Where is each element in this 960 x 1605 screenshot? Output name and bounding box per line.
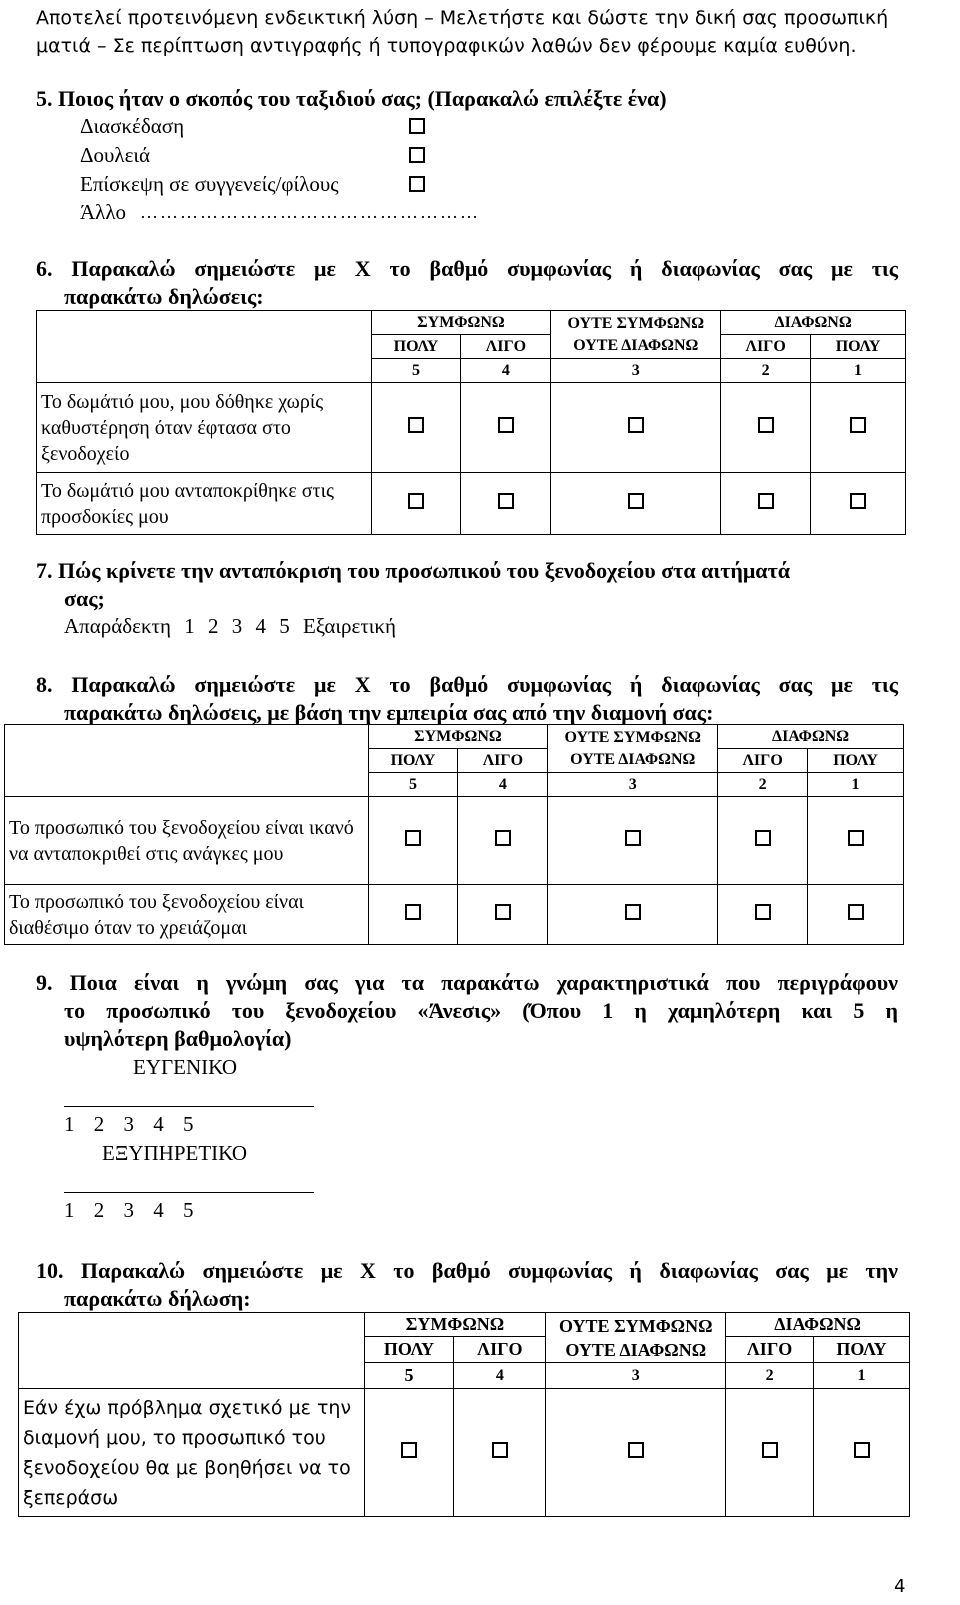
rating-checkbox[interactable] [408, 417, 424, 433]
q9-trait-label: ΕΥΓΕΝΙΚΟ [133, 1055, 238, 1079]
q9-title-line-3: υψηλότερη βαθμολογία) [64, 1026, 292, 1051]
q8-table [4, 724, 904, 945]
table-corner [19, 1313, 365, 1389]
header-much: ΠΟΛΥ [364, 1337, 454, 1363]
table-corner [5, 725, 369, 797]
score-2: 2 [721, 359, 811, 383]
q5-option-checkbox[interactable] [409, 176, 425, 192]
q10-table [18, 1312, 910, 1517]
rating-checkbox[interactable] [848, 904, 864, 920]
header-much: ΠΟΛΥ [814, 1337, 910, 1363]
q5-option-label: Άλλο [80, 200, 127, 224]
header-disagree: ΔΙΑΦΩΝΩ [726, 1313, 910, 1337]
header-neutral [546, 1313, 726, 1363]
disclaimer-line-1: Αποτελεί προτεινόμενη ενδεικτική λύση – Μελετήστε και δώστε την δική σας προσωπική [36, 7, 889, 29]
rating-checkbox[interactable] [498, 493, 514, 509]
q9-title-line-2: το προσωπικό του ξενοδοχείου «Άνεσις» (Όπου 1 η χαμηλότερη και 5 η [64, 998, 898, 1023]
score-5: 5 [368, 773, 458, 797]
header-agree: ΣΥΜΦΩΝΩ [371, 311, 551, 335]
q5-title: 5. Ποιος ήταν ο σκοπός του ταξιδιού σας; (Παρακαλώ επιλέξτε ένα) [36, 86, 667, 111]
header-neutral-line-2: ΟΥΤΕ ΔΙΑΦΩΝΩ [565, 1339, 707, 1360]
rating-checkbox[interactable] [628, 417, 644, 433]
q5-other-field[interactable]: …………………………………………… [140, 202, 480, 222]
header-neutral [551, 311, 721, 359]
header-much: ΠΟΛΥ [811, 335, 906, 359]
q9-trait-label: ΕΞΥΠΗΡΕΤΙΚΟ [102, 1141, 248, 1165]
header-neutral-line-1: ΟΥΤΕ ΣΥΜΦΩΝΩ [558, 1315, 713, 1336]
rating-checkbox[interactable] [401, 1442, 417, 1458]
score-5: 5 [371, 359, 461, 383]
score-2: 2 [726, 1363, 814, 1389]
statement-text: Το δωμάτιό μου ανταποκρίθηκε στις προσδοκίες μου [37, 473, 372, 535]
disclaimer-line-2: ματιά – Σε περίπτωση αντιγραφής ή τυπογραφικών λαθών δεν φέρουμε καμία ευθύνη. [36, 35, 857, 57]
rating-checkbox[interactable] [850, 417, 866, 433]
header-much: ΠΟΛΥ [368, 749, 458, 773]
score-2: 2 [718, 773, 808, 797]
q8-title-line-2: παρακάτω δηλώσεις, με βάση την εμπειρία σας από την διαμονή σας: [64, 700, 714, 725]
score-5: 5 [364, 1363, 454, 1389]
rating-checkbox[interactable] [850, 493, 866, 509]
q7-rating-scale[interactable]: Απαράδεκτη 1 2 3 4 5 Εξαιρετική [64, 614, 396, 638]
rating-checkbox[interactable] [628, 1442, 644, 1458]
score-3: 3 [551, 359, 721, 383]
score-1: 1 [811, 359, 906, 383]
header-much: ΠΟΛΥ [371, 335, 461, 359]
header-neutral-line-1: ΟΥΤΕ ΣΥΜΦΩΝΩ [567, 314, 705, 332]
score-4: 4 [458, 773, 548, 797]
q10-title-line-2: παρακάτω δήλωση: [64, 1286, 251, 1311]
header-little: ΛΙΓΟ [721, 335, 811, 359]
rating-checkbox[interactable] [762, 1442, 778, 1458]
score-1: 1 [814, 1363, 910, 1389]
statement-text: Εάν έχω πρόβλημα σχετικό με την διαμονή μου, το προσωπικό του ξενοδοχείου θα με βοηθήσει να το ξεπεράσω [19, 1389, 365, 1517]
header-little: ΛΙΓΟ [454, 1337, 546, 1363]
q6-title-line-2: παρακάτω δηλώσεις: [64, 284, 264, 309]
q5-option-label: Δουλειά [80, 143, 151, 167]
rating-checkbox[interactable] [755, 904, 771, 920]
header-neutral-line-2: ΟΥΤΕ ΔΙΑΦΩΝΩ [573, 336, 699, 354]
rating-checkbox[interactable] [408, 493, 424, 509]
header-disagree: ΔΙΑΦΩΝΩ [718, 725, 904, 749]
q10-title-line-1: 10. Παρακαλώ σημειώστε με Χ το βαθμό συμφωνίας ή διαφωνίας σας με την [36, 1258, 898, 1283]
statement-text: Το προσωπικό του ξενοδοχείου είναι ικανό να ανταποκριθεί στις ανάγκες μου [5, 797, 369, 885]
q7-title-line-2: σας; [64, 586, 105, 611]
table-corner [37, 311, 372, 383]
header-much: ΠΟΛΥ [808, 749, 904, 773]
header-agree: ΣΥΜΦΩΝΩ [364, 1313, 546, 1337]
statement-text: Το προσωπικό του ξενοδοχείου είναι διαθέσιμο όταν το χρειάζομαι [5, 885, 369, 945]
header-little: ΛΙΓΟ [458, 749, 548, 773]
rating-checkbox[interactable] [755, 830, 771, 846]
rating-checkbox[interactable] [848, 830, 864, 846]
rating-checkbox[interactable] [628, 493, 644, 509]
header-disagree: ΔΙΑΦΩΝΩ [721, 311, 906, 335]
rating-checkbox[interactable] [492, 1442, 508, 1458]
rating-checkbox[interactable] [498, 417, 514, 433]
header-little: ΛΙΓΟ [726, 1337, 814, 1363]
rating-checkbox[interactable] [625, 830, 641, 846]
header-neutral [548, 725, 718, 773]
header-neutral-line-2: ΟΥΤΕ ΔΙΑΦΩΝΩ [570, 750, 696, 768]
rating-checkbox[interactable] [405, 904, 421, 920]
q9-answer-line[interactable] [64, 1192, 314, 1193]
q9-title-line-1: 9. Ποια είναι η γνώμη σας για τα παρακάτω χαρακτηριστικά που περιγράφουν [36, 970, 898, 995]
q8-title-line-1: 8. Παρακαλώ σημειώστε με Χ το βαθμό συμφωνίας ή διαφωνίας σας με τις [36, 672, 898, 697]
rating-checkbox[interactable] [495, 904, 511, 920]
score-4: 4 [461, 359, 551, 383]
rating-checkbox[interactable] [854, 1442, 870, 1458]
header-agree: ΣΥΜΦΩΝΩ [368, 725, 548, 749]
q6-title-line-1: 6. Παρακαλώ σημειώστε με Χ το βαθμό συμφωνίας ή διαφωνίας σας με τις [36, 256, 898, 281]
statement-text: Το δωμάτιό μου, μου δόθηκε χωρίς καθυστέρηση όταν έφτασα στο ξενοδοχείο [37, 383, 372, 473]
q5-option-label: Επίσκεψη σε συγγενείς/φίλους [80, 172, 339, 196]
q5-option-label: Διασκέδαση [80, 114, 185, 138]
q7-title-line-1: 7. Πώς κρίνετε την ανταπόκριση του προσωπικού του ξενοδοχείου στα αιτήματά [36, 558, 791, 583]
q6-table [36, 310, 906, 535]
score-3: 3 [548, 773, 718, 797]
q5-option-checkbox[interactable] [409, 118, 425, 134]
rating-checkbox[interactable] [495, 830, 511, 846]
page-number: 4 [894, 1576, 906, 1597]
header-neutral-line-1: ΟΥΤΕ ΣΥΜΦΩΝΩ [564, 728, 701, 746]
score-3: 3 [546, 1363, 726, 1389]
rating-checkbox[interactable] [758, 493, 774, 509]
score-4: 4 [454, 1363, 546, 1389]
rating-checkbox[interactable] [405, 830, 421, 846]
rating-checkbox[interactable] [625, 904, 641, 920]
q5-option-checkbox[interactable] [409, 147, 425, 163]
rating-checkbox[interactable] [758, 417, 774, 433]
q9-rating-scale[interactable]: 1 2 3 4 5 [64, 1198, 194, 1222]
q9-rating-scale[interactable]: 1 2 3 4 5 [64, 1112, 194, 1136]
score-1: 1 [808, 773, 904, 797]
header-little: ΛΙΓΟ [461, 335, 551, 359]
header-little: ΛΙΓΟ [718, 749, 808, 773]
q9-answer-line[interactable] [64, 1106, 314, 1107]
